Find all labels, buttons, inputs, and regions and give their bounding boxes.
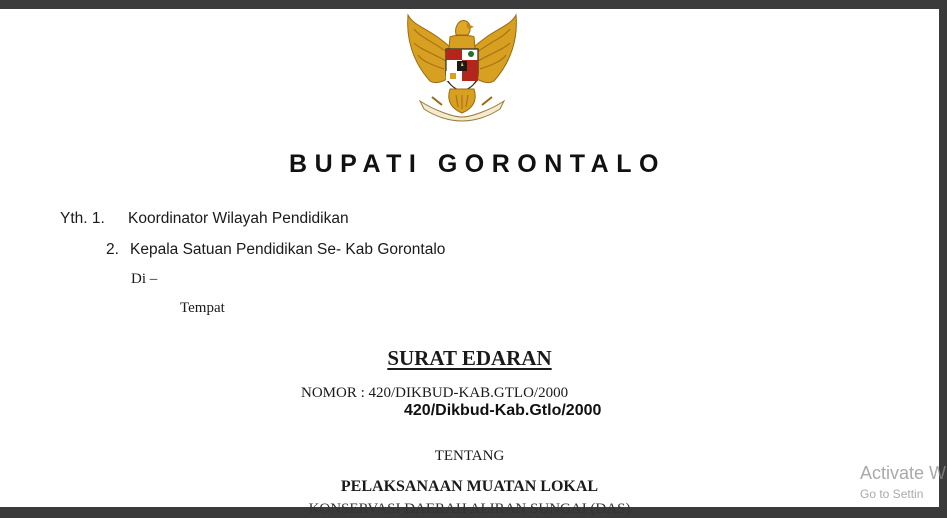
- page-heading: BUPATI GORONTALO: [289, 150, 666, 178]
- subject-line-2: KONSERVASI DAERAH ALIRAN SUNGAI (DAS): [308, 501, 631, 517]
- recipient-item-1: Koordinator Wilayah Pendidikan: [128, 210, 349, 227]
- activation-watermark-subtitle: Go to Settin: [860, 487, 924, 501]
- document-page: [0, 9, 939, 517]
- garuda-emblem-icon: [402, 9, 522, 125]
- subject-line-1: PELAKSANAAN MUATAN LOKAL: [340, 478, 599, 495]
- recipient-place: Tempat: [180, 300, 225, 316]
- nomor-overlay: 420/Dikbud-Kab.Gtlo/2000: [404, 402, 602, 419]
- recipient-item-2-number: 2.: [106, 241, 119, 258]
- document-title: SURAT EDARAN: [387, 346, 552, 370]
- window-top-bar: [0, 0, 945, 9]
- tentang-label: TENTANG: [434, 448, 505, 464]
- nomor-typed: NOMOR : 420/DIKBUD-KAB.GTLO/2000: [301, 385, 569, 401]
- window-right-scroll-edge[interactable]: [939, 0, 945, 507]
- recipient-di: Di –: [131, 271, 158, 287]
- recipient-item-2: Kepala Satuan Pendidikan Se- Kab Gorontalo: [130, 241, 446, 258]
- recipient-prefix: Yth. 1.: [60, 210, 105, 227]
- activation-watermark-title: Activate W: [860, 463, 947, 483]
